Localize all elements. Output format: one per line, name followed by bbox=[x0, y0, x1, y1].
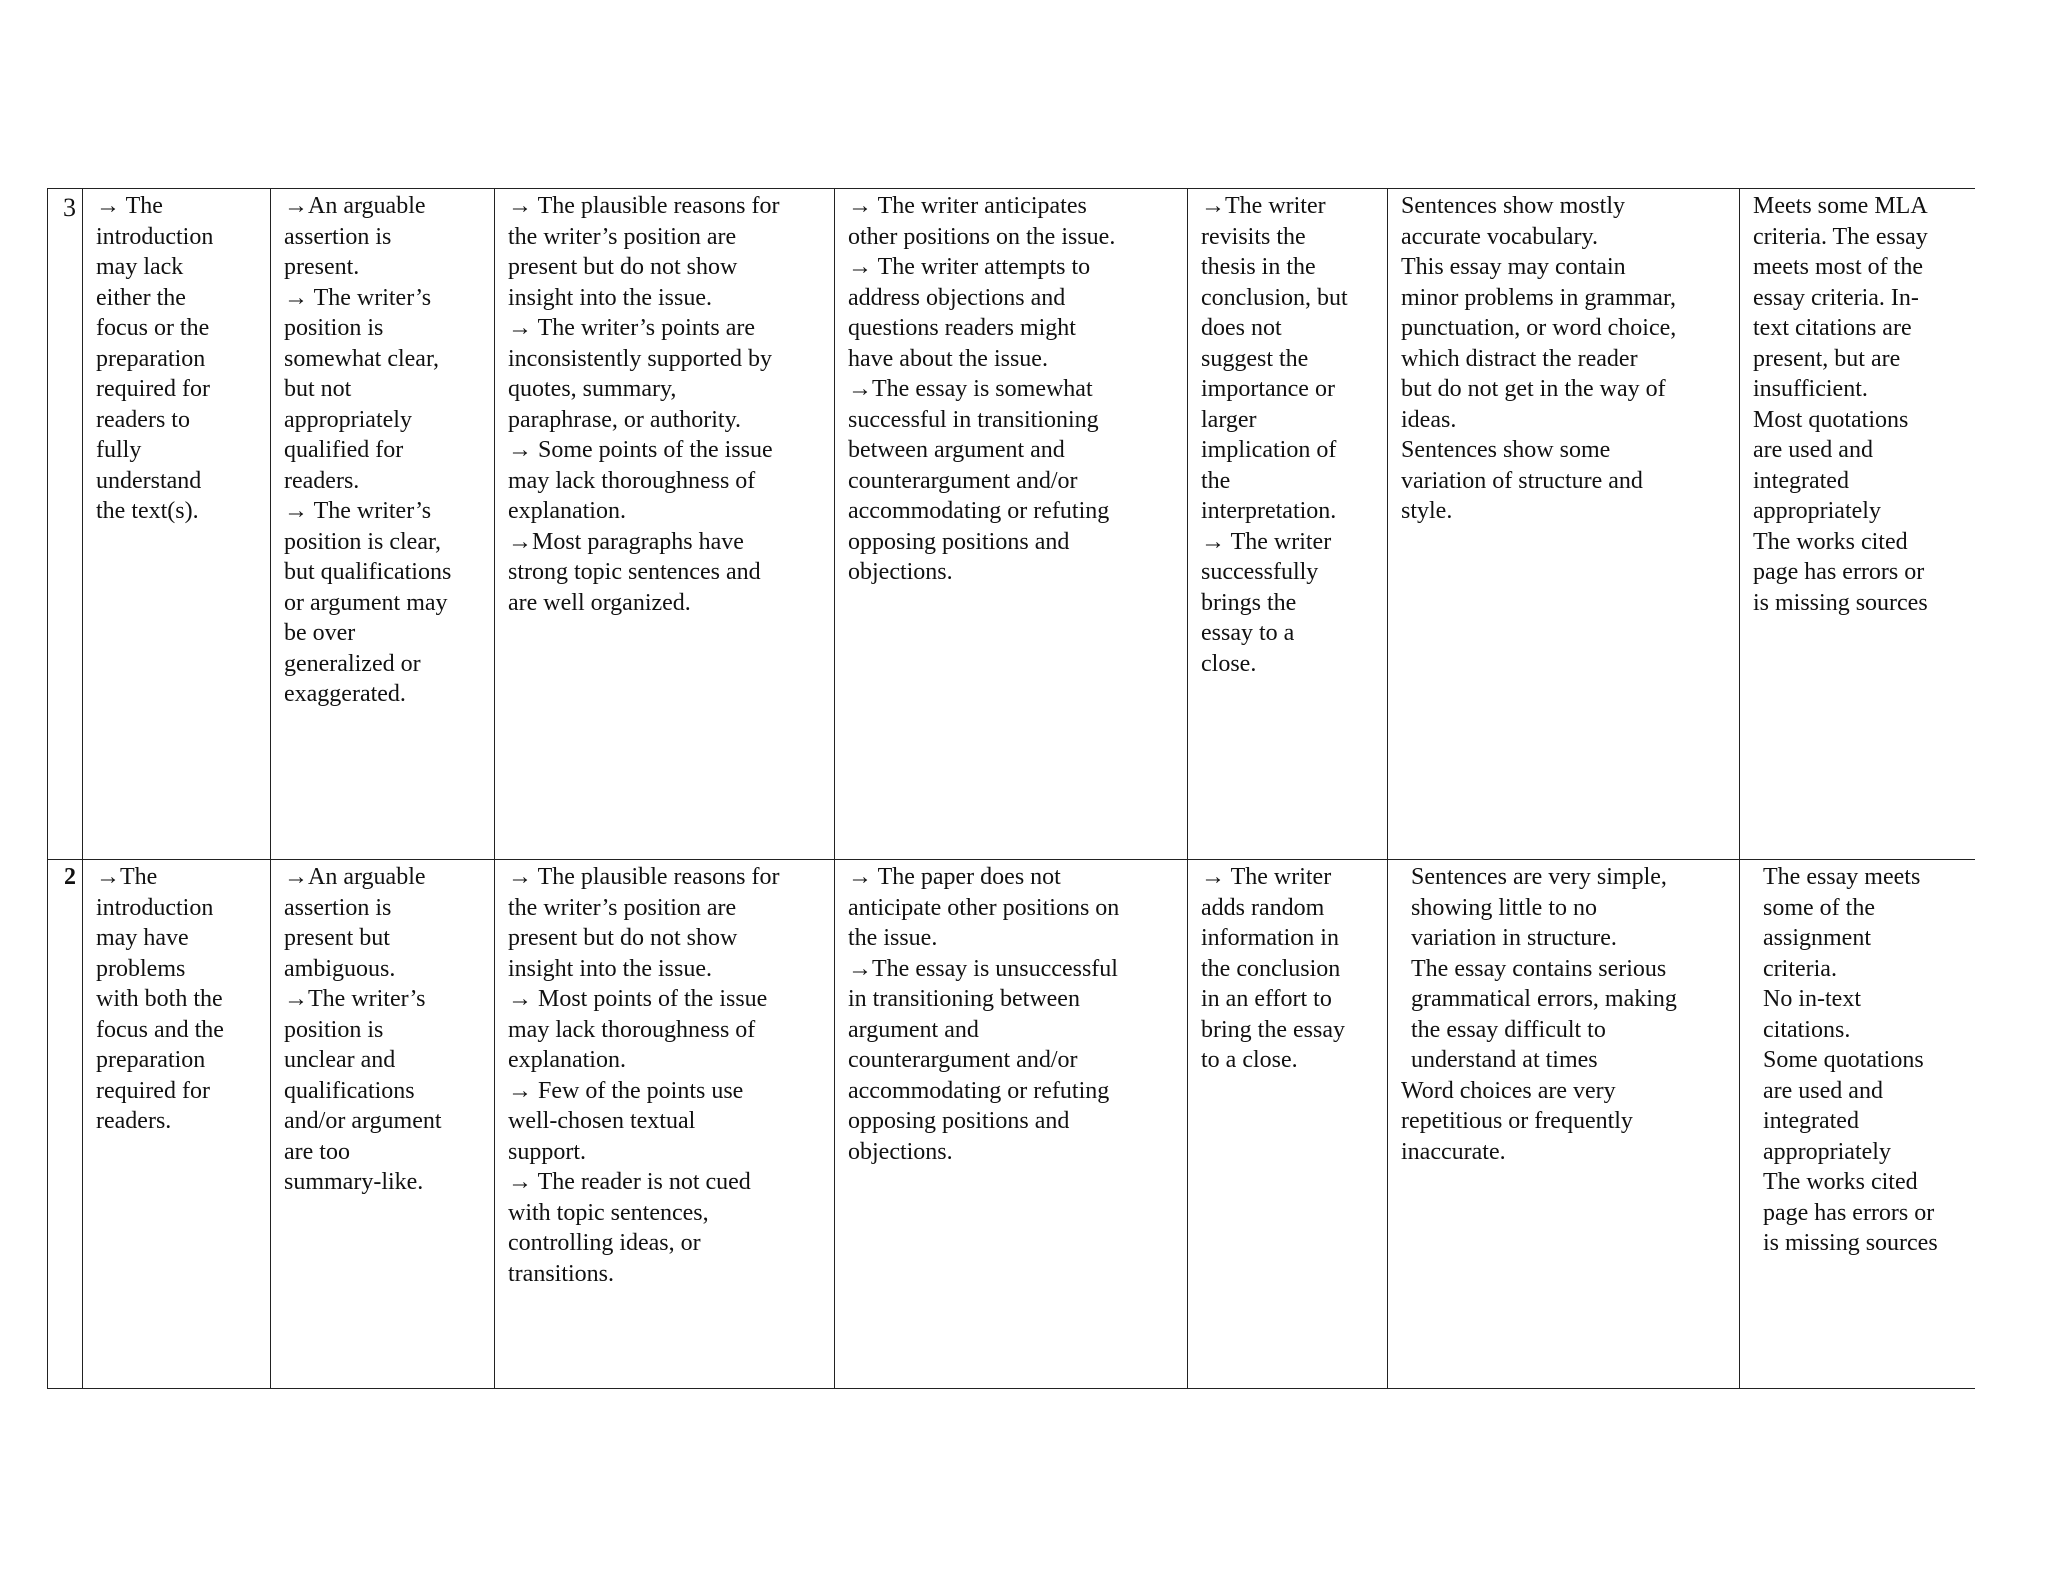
cell-text-line: → The reader is not cued bbox=[508, 1169, 751, 1195]
cell-text-line: The works cited bbox=[1753, 528, 1908, 555]
cell-text-line: →The writer’s bbox=[284, 986, 426, 1012]
cell-text-line: insight into the issue. bbox=[508, 284, 712, 311]
cell-text-line: → Some points of the issue bbox=[508, 437, 773, 463]
cell-text-line: summary-like. bbox=[284, 1169, 424, 1195]
cell-text-line: appropriately bbox=[1753, 498, 1881, 524]
cell-text-line: → The writer’s bbox=[284, 284, 432, 311]
cell-text-line: →The essay is unsuccessful bbox=[848, 955, 1118, 982]
cell-text-line: transitions. bbox=[508, 1260, 614, 1287]
cell-text-line: questions readers might bbox=[848, 315, 1076, 341]
cell-text-line: → Few of the points use bbox=[508, 1077, 744, 1104]
cell-text-line: successful in transitioning bbox=[848, 406, 1099, 433]
cell-text-line: introduction bbox=[96, 894, 214, 921]
cell-text-line: → Most points of the issue bbox=[508, 986, 768, 1012]
cell-text-line: suggest the bbox=[1201, 345, 1309, 372]
cell-text-line: integrated bbox=[1763, 1108, 1859, 1134]
cell-text-line: is missing sources bbox=[1753, 589, 1928, 616]
cell-text-line: essay criteria. In- bbox=[1753, 284, 1919, 311]
cell-text-line: in transitioning between bbox=[848, 986, 1080, 1012]
cell-text-line: accurate vocabulary. bbox=[1401, 223, 1598, 250]
cell-text-line: are too bbox=[284, 1138, 350, 1165]
cell-text-line: → The writer’s points are bbox=[508, 315, 756, 341]
cell-text-line: →The bbox=[96, 864, 158, 890]
cell-text-line: readers to bbox=[96, 406, 190, 433]
cell-text-line: understand bbox=[96, 467, 202, 494]
cell-text-line: anticipate other positions on bbox=[848, 894, 1120, 921]
cell-text-line: qualified for bbox=[284, 437, 404, 463]
cell-text-line: brings the bbox=[1201, 589, 1297, 616]
cell-text-line: preparation bbox=[96, 1047, 206, 1073]
support-cell bbox=[495, 860, 835, 1389]
cell-text-line: the bbox=[1201, 467, 1231, 494]
cell-text-line: insight into the issue. bbox=[508, 955, 712, 982]
cell-text-line: the writer’s position are bbox=[508, 894, 737, 921]
cell-text-line: → The bbox=[96, 193, 163, 219]
cell-text-line: The essay contains serious bbox=[1411, 955, 1667, 982]
thesis-cell bbox=[271, 189, 495, 860]
cell-text-line: counterargument and/or bbox=[848, 467, 1078, 494]
cell-text-line: →An arguable bbox=[284, 864, 426, 890]
style-mechanics-cell bbox=[1388, 860, 1740, 1389]
cell-text-line: have about the issue. bbox=[848, 345, 1048, 372]
cell-text-line: between argument and bbox=[848, 437, 1065, 463]
cell-text-line: strong topic sentences and bbox=[508, 559, 761, 585]
cell-text-line: paraphrase, or authority. bbox=[508, 406, 742, 433]
cell-text-line: Word choices are very bbox=[1401, 1077, 1616, 1104]
cell-text-line: somewhat clear, bbox=[284, 345, 439, 372]
cell-text-line: present, but are bbox=[1753, 345, 1901, 372]
cell-text-line: generalized or bbox=[284, 650, 421, 677]
cell-text-line: required for bbox=[96, 1077, 210, 1104]
cell-text-line: inaccurate. bbox=[1401, 1138, 1506, 1165]
cell-text-line: to a close. bbox=[1201, 1047, 1298, 1073]
cell-text-line: → The writer attempts to bbox=[848, 254, 1091, 280]
cell-text-line: with both the bbox=[96, 986, 223, 1012]
cell-text-line: unclear and bbox=[284, 1047, 396, 1073]
cell-text-line: punctuation, or word choice, bbox=[1401, 315, 1677, 341]
cell-text-line: showing little to no bbox=[1411, 894, 1597, 921]
cell-text-line: insufficient. bbox=[1753, 376, 1868, 402]
cell-text-line: accommodating or refuting bbox=[848, 1077, 1110, 1104]
cell-text-line: may lack thoroughness of bbox=[508, 1016, 756, 1043]
cell-text-line: are used and bbox=[1763, 1077, 1883, 1104]
cell-text-line: Some quotations bbox=[1763, 1047, 1924, 1073]
cell-text-line: position is clear, bbox=[284, 528, 442, 555]
cell-text-line: This essay may contain bbox=[1401, 254, 1626, 280]
cell-text-line: ideas. bbox=[1401, 406, 1457, 433]
cell-text-line: the writer’s position are bbox=[508, 223, 737, 250]
cell-text-line: →An arguable bbox=[284, 193, 426, 219]
cell-text-line: well-chosen textual bbox=[508, 1108, 696, 1134]
cell-text-line: accommodating or refuting bbox=[848, 498, 1110, 524]
cell-text-line: variation of structure and bbox=[1401, 467, 1643, 494]
score-cell: 3 bbox=[48, 189, 83, 860]
cell-text-line: may lack thoroughness of bbox=[508, 467, 756, 494]
cell-text-line: readers. bbox=[96, 1108, 172, 1134]
cell-text-line: assertion is bbox=[284, 223, 392, 250]
cell-text-line: Most quotations bbox=[1753, 406, 1909, 433]
cell-text-line: required for bbox=[96, 376, 210, 402]
cell-text-line: the text(s). bbox=[96, 498, 199, 524]
cell-text-line: → The writer anticipates bbox=[848, 193, 1087, 219]
cell-text-line: information in bbox=[1201, 925, 1339, 951]
cell-text-line: objections. bbox=[848, 559, 953, 585]
mla-cell bbox=[1740, 189, 1975, 860]
cell-text-line: essay to a bbox=[1201, 620, 1295, 646]
cell-text-line: opposing positions and bbox=[848, 528, 1070, 555]
cell-text-line: appropriately bbox=[284, 406, 412, 433]
cell-text-line: assertion is bbox=[284, 894, 392, 921]
thesis-cell bbox=[271, 860, 495, 1389]
cell-text-line: larger bbox=[1201, 406, 1257, 433]
counterargument-cell bbox=[835, 189, 1188, 860]
cell-text-line: Sentences show some bbox=[1401, 437, 1611, 463]
cell-text-line: importance or bbox=[1201, 376, 1335, 402]
cell-text-line: appropriately bbox=[1763, 1138, 1891, 1165]
cell-text-line: address objections and bbox=[848, 284, 1066, 311]
cell-text-line: introduction bbox=[96, 223, 214, 250]
cell-text-line: argument and bbox=[848, 1016, 979, 1043]
cell-text-line: The works cited bbox=[1763, 1169, 1918, 1195]
cell-text-line: may have bbox=[96, 925, 189, 951]
cell-text-line: → The plausible reasons for bbox=[508, 864, 780, 890]
cell-text-line: bring the essay bbox=[1201, 1016, 1345, 1043]
cell-text-line: focus and the bbox=[96, 1016, 224, 1043]
cell-text-line: position is bbox=[284, 315, 384, 341]
cell-text-line: which distract the reader bbox=[1401, 345, 1638, 372]
cell-text-line: present but do not show bbox=[508, 254, 738, 280]
cell-text-line: grammatical errors, making bbox=[1411, 986, 1677, 1012]
cell-text-line: page has errors or bbox=[1763, 1199, 1935, 1226]
cell-text-line: is missing sources bbox=[1763, 1230, 1938, 1256]
cell-text-line: criteria. The essay bbox=[1753, 223, 1928, 250]
conclusion-cell bbox=[1188, 189, 1388, 860]
cell-text-line: in an effort to bbox=[1201, 986, 1332, 1012]
cell-text-line: objections. bbox=[848, 1138, 953, 1165]
cell-text-line: →The writer bbox=[1201, 193, 1326, 219]
cell-text-line: variation in structure. bbox=[1411, 925, 1617, 951]
rubric-table bbox=[47, 188, 1975, 1389]
cell-text-line: →The essay is somewhat bbox=[848, 376, 1093, 402]
cell-text-line: style. bbox=[1401, 498, 1453, 524]
cell-text-line: opposing positions and bbox=[848, 1108, 1070, 1134]
cell-text-line: The essay meets bbox=[1763, 864, 1921, 890]
cell-text-line: qualifications bbox=[284, 1077, 415, 1104]
cell-text-line: focus or the bbox=[96, 315, 210, 341]
cell-text-line: preparation bbox=[96, 345, 206, 372]
cell-text-line: Meets some MLA bbox=[1753, 193, 1928, 219]
cell-text-line: conclusion, but bbox=[1201, 284, 1348, 311]
rubric-row-score-3 bbox=[48, 189, 1975, 860]
cell-text-line: → The paper does not bbox=[848, 864, 1061, 890]
counterargument-cell bbox=[835, 860, 1188, 1389]
cell-text-line: fully bbox=[96, 437, 142, 463]
cell-text-line: → The writer bbox=[1201, 528, 1332, 555]
cell-text-line: interpretation. bbox=[1201, 498, 1337, 524]
cell-text-line: some of the bbox=[1763, 894, 1875, 921]
cell-text-line: repetitious or frequently bbox=[1401, 1108, 1633, 1134]
cell-text-line: meets most of the bbox=[1753, 254, 1923, 280]
cell-text-line: present but bbox=[284, 925, 390, 951]
cell-text-line: integrated bbox=[1753, 467, 1849, 494]
cell-text-line: adds random bbox=[1201, 894, 1325, 921]
cell-text-line: successfully bbox=[1201, 559, 1319, 585]
cell-text-line: the issue. bbox=[848, 925, 938, 951]
cell-text-line: citations. bbox=[1763, 1016, 1851, 1043]
cell-text-line: are used and bbox=[1753, 437, 1873, 463]
cell-text-line: or argument may bbox=[284, 589, 448, 616]
cell-text-line: exaggerated. bbox=[284, 681, 406, 707]
cell-text-line: criteria. bbox=[1763, 955, 1837, 982]
cell-text-line: thesis in the bbox=[1201, 254, 1316, 280]
cell-text-line: assignment bbox=[1763, 925, 1871, 951]
introduction-cell bbox=[83, 189, 271, 860]
mla-cell bbox=[1740, 860, 1975, 1389]
cell-text-line: explanation. bbox=[508, 498, 626, 524]
cell-text-line: implication of bbox=[1201, 437, 1337, 463]
score-cell: 2 bbox=[48, 860, 83, 1389]
cell-text-line: → The writer bbox=[1201, 864, 1332, 890]
cell-text-line: text citations are bbox=[1753, 315, 1912, 341]
cell-text-line: but not bbox=[284, 376, 352, 402]
cell-text-line: →Most paragraphs have bbox=[508, 528, 744, 555]
cell-text-line: the conclusion bbox=[1201, 955, 1341, 982]
introduction-cell bbox=[83, 860, 271, 1389]
cell-text-line: controlling ideas, or bbox=[508, 1230, 701, 1256]
cell-text-line: page has errors or bbox=[1753, 559, 1925, 585]
style-mechanics-cell bbox=[1388, 189, 1740, 860]
support-cell bbox=[495, 189, 835, 860]
cell-text-line: revisits the bbox=[1201, 223, 1306, 250]
cell-text-line: inconsistently supported by bbox=[508, 345, 772, 372]
cell-text-line: other positions on the issue. bbox=[848, 223, 1116, 250]
cell-text-line: understand at times bbox=[1411, 1047, 1598, 1073]
cell-text-line: counterargument and/or bbox=[848, 1047, 1078, 1073]
cell-text-line: may lack bbox=[96, 254, 184, 280]
cell-text-line: quotes, summary, bbox=[508, 376, 677, 402]
cell-text-line: No in-text bbox=[1763, 986, 1861, 1012]
cell-text-line: → The plausible reasons for bbox=[508, 193, 780, 219]
cell-text-line: → The writer’s bbox=[284, 498, 432, 524]
cell-text-line: position is bbox=[284, 1016, 384, 1043]
cell-text-line: either the bbox=[96, 284, 186, 311]
cell-text-line: are well organized. bbox=[508, 589, 691, 616]
cell-text-line: support. bbox=[508, 1138, 586, 1165]
cell-text-line: Sentences are very simple, bbox=[1411, 864, 1667, 890]
cell-text-line: readers. bbox=[284, 467, 360, 494]
conclusion-cell bbox=[1188, 860, 1388, 1389]
cell-text-line: problems bbox=[96, 955, 186, 982]
cell-text-line: does not bbox=[1201, 315, 1282, 341]
cell-text-line: present but do not show bbox=[508, 925, 738, 951]
cell-text-line: with topic sentences, bbox=[508, 1199, 709, 1226]
cell-text-line: close. bbox=[1201, 650, 1257, 677]
cell-text-line: minor problems in grammar, bbox=[1401, 284, 1676, 311]
cell-text-line: present. bbox=[284, 254, 360, 280]
rubric-row-score-2 bbox=[48, 860, 1975, 1389]
cell-text-line: the essay difficult to bbox=[1411, 1016, 1606, 1043]
cell-text-line: ambiguous. bbox=[284, 955, 396, 982]
cell-text-line: but qualifications bbox=[284, 559, 452, 585]
cell-text-line: but do not get in the way of bbox=[1401, 376, 1666, 402]
cell-text-line: explanation. bbox=[508, 1047, 626, 1073]
cell-text-line: be over bbox=[284, 620, 356, 646]
cell-text-line: and/or argument bbox=[284, 1108, 442, 1134]
cell-text-line: Sentences show mostly bbox=[1401, 193, 1625, 219]
